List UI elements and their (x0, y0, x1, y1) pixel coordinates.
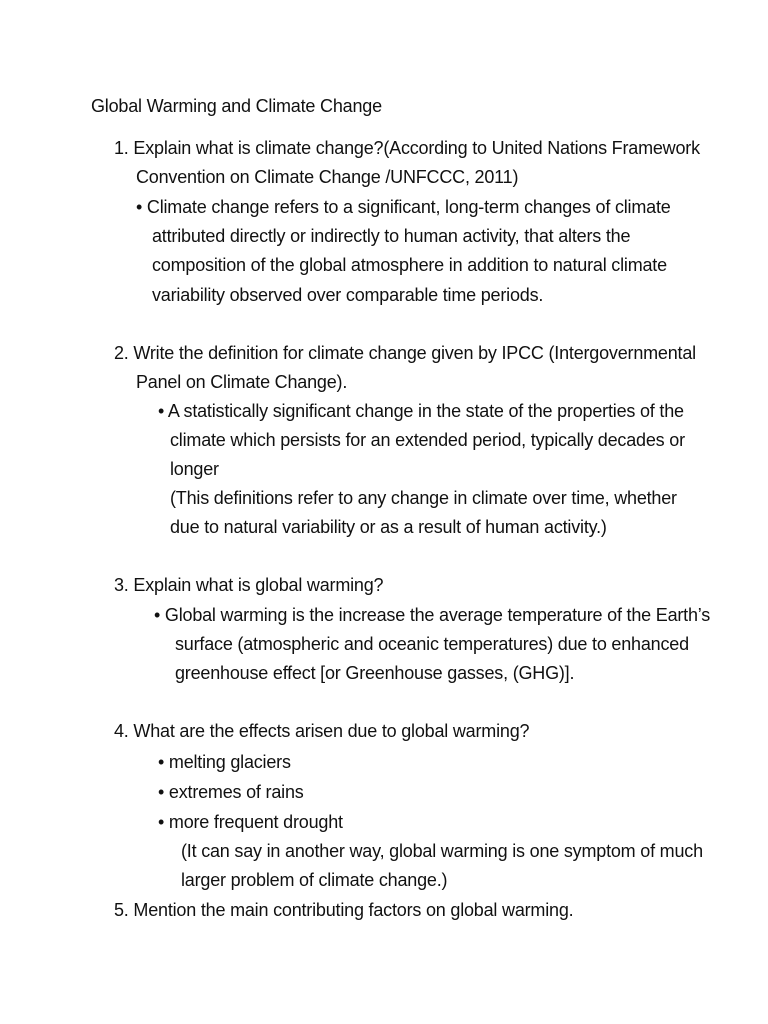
answer-4-bullet-1: • melting glaciers (158, 752, 291, 772)
question-1-line-2: Convention on Climate Change /UNFCCC, 2011) (136, 167, 519, 187)
answer-2-line-1: • A statistically significant change in the state of the properties of the (158, 401, 684, 421)
answer-2-line-3: longer (170, 459, 219, 479)
question-3-line-1: 3. Explain what is global warming? (114, 575, 384, 595)
question-1-line-1: 1. Explain what is climate change?(According to United Nations Framework (114, 138, 700, 158)
document-title: Global Warming and Climate Change (91, 96, 382, 116)
answer-1-line-4: variability observed over comparable time periods. (152, 285, 544, 305)
answer-3-line-1: • Global warming is the increase the average temperature of the Earth’s (154, 605, 711, 625)
question-5-line-1: 5. Mention the main contributing factors on global warming. (114, 900, 574, 920)
answer-2-line-5: due to natural variability or as a result of human activity.) (170, 517, 607, 537)
question-2-line-1: 2. Write the definition for climate change given by IPCC (Intergovernmental (114, 343, 696, 363)
answer-3-line-3: greenhouse effect [or Greenhouse gasses, (GHG)]. (175, 663, 575, 683)
answer-4-bullet-3: • more frequent drought (158, 812, 343, 832)
answer-2-line-4: (This definitions refer to any change in climate over time, whether (170, 488, 677, 508)
answer-4-note-line-2: larger problem of climate change.) (181, 870, 448, 890)
question-4-line-1: 4. What are the effects arisen due to global warming? (114, 721, 530, 741)
answer-1-line-3: composition of the global atmosphere in addition to natural climate (152, 255, 667, 275)
question-2-line-2: Panel on Climate Change). (136, 372, 348, 392)
answer-4-bullet-2: • extremes of rains (158, 782, 304, 802)
answer-1-line-1: • Climate change refers to a significant, long-term changes of climate (136, 197, 671, 217)
answer-2-line-2: climate which persists for an extended period, typically decades or (170, 430, 685, 450)
answer-4-note-line-1: (It can say in another way, global warming is one symptom of much (181, 841, 703, 861)
answer-1-line-2: attributed directly or indirectly to human activity, that alters the (152, 226, 631, 246)
answer-3-line-2: surface (atmospheric and oceanic temperatures) due to enhanced (175, 634, 689, 654)
